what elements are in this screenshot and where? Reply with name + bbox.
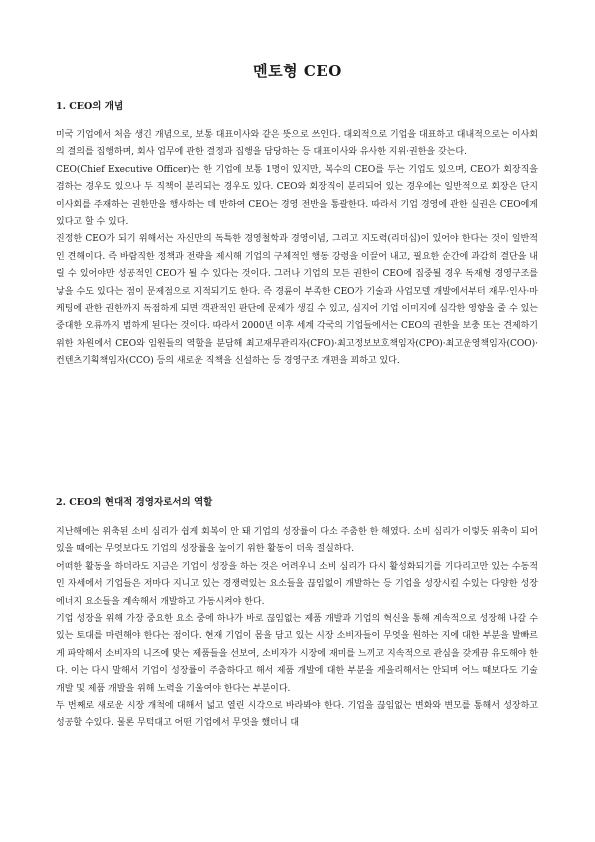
paragraph: 미국 기업에서 처음 생긴 개념으로, 보통 대표이사와 같은 뜻으로 쓰인다. 대외적으로 기업을 대표하고 대내적으로는 이사회의 결의를 집행하며, 회사 업무에 관한 결정과 집행을 담당하는 등 대표이사와 유사한 지위·권한을 갖는다. [56,130,538,158]
section-1-body [56,127,538,371]
section-2-heading: 2. CEO의 현대적 경영자로서의 역할 [56,497,213,508]
paragraph: CEO(Chief Executive Officer)는 한 기업에 보통 1명이 있지만, 복수의 CEO를 두는 기업도 있으며, CEO가 회장직을 겸하는 경우도 있으나 두 직책이 분리되는 경우도 있다. CEO와 회장직이 분리되어 있는 경우에는 일반적으로 회장은 단지 이사회를 주재하는 권한만을 행사하는 데 반하여 CEO는 경영 전반을 통괄한다. 따라서 기업 경영에 관한 실권은 CEO에게 있다고 할 수 있다. [56,164,538,228]
paragraph: 어떠한 활동을 하더라도 지금은 기업이 성장을 하는 것은 어려우니 소비 심리가 다시 활성화되기를 기다리고만 있는 수동적인 자세에서 기업들은 저마다 지니고 있는 경쟁력있는 요소들을 끊임없이 개발하는 등 기업을 성장시킬 수있는 다양한 성장 에너지 요소들을 계속해서 개발하고 가동시켜야 한다. [56,561,538,607]
paragraph: 두 번째로 새로운 시장 개척에 대해서 넓고 열린 시각으로 바라봐야 한다. 기업을 끊임없는 변화와 변모를 통해서 성장하고 성공할 수있다. 물론 무턱대고 어떤 기업에서 무엇을 했더니 대 [56,701,538,729]
section-1-heading: 1. CEO의 개념 [56,101,124,112]
paragraph: 지난해에는 위축된 소비 심리가 쉽게 회복이 안 돼 기업의 성장률이 다소 주춤한 한 해였다. 소비 심리가 이렇듯 위축이 되어있을 때에는 무엇보다도 기업의 성장률을 높이기 위한 활동이 더욱 절실하다. [56,527,538,555]
paragraph: 기업 성장을 위해 가장 중요한 요소 중에 하나가 바로 끊임없는 제품 개발과 기업의 혁신을 통해 계속적으로 성장해 나갈 수있는 토대를 마련해야 한다는 점이다. 현재 기업이 몸을 담고 있는 시장 소비자들이 무엇을 원하는 지에 대한 부분을 발빠르게 파악해서 소비자의 니즈에 맞는 제품들을 선보여, 소비자가 시장에 재미를 느끼고 지속적으로 관심을 갖게끔 유도해야 한다. 이는 다시 말해서 기업이 성장률이 주춤하다고 해서 제품 개발에 대한 부분을 게을리해서는 안되며 어느 때보다도 기술 개발 및 제품 개발을 위해 노력을 기울여야 한다는 부분이다. [56,614,538,694]
page-title: 멘토형 CEO [253,62,342,80]
section-2-body [56,524,538,733]
paragraph: 진정한 CEO가 되기 위해서는 자신만의 독특한 경영철학과 경영이념, 그리고 지도력(리더십)이 있어야 한다는 것이 일반적인 견해이다. 즉 바람직한 정책과 전략을 제시해 기업의 구체적인 행동 강령을 이끌어 내고, 필요한 순간에 과감히 결단을 내릴 수 있어야만 성공적인 CEO가 될 수 있다는 것이다. 그러나 기업의 모든 권한이 CEO에 집중될 경우 독재형 경영구조를 낳을 수도 있다는 점이 문제점으로 지적되기도 한다. 즉 경륜이 부족한 CEO가 기술과 사업모델 개발에서부터 재무·인사·마케팅에 관한 권한까지 독점하게 되면 객관적인 판단에 문제가 생길 수 있고, 심지어 기업 이미지에 심각한 영향을 줄 수 있는 중대한 오류까지 범하게 된다는 것이다. 따라서 2000년 이후 세계 각국의 기업들에서는 CEO의 권한을 보충 또는 견제하기 위한 차원에서 CEO와 임원들의 역할을 분담해 최고재무관리자(CFO)·최고정보보호책임자(CPO)·최고운영책임자(COO)·컨텐츠기획책임자(CCO) 등의 새로운 직책을 신설하는 등 경영구조 개편을 꾀하고 있다. [56,234,538,367]
